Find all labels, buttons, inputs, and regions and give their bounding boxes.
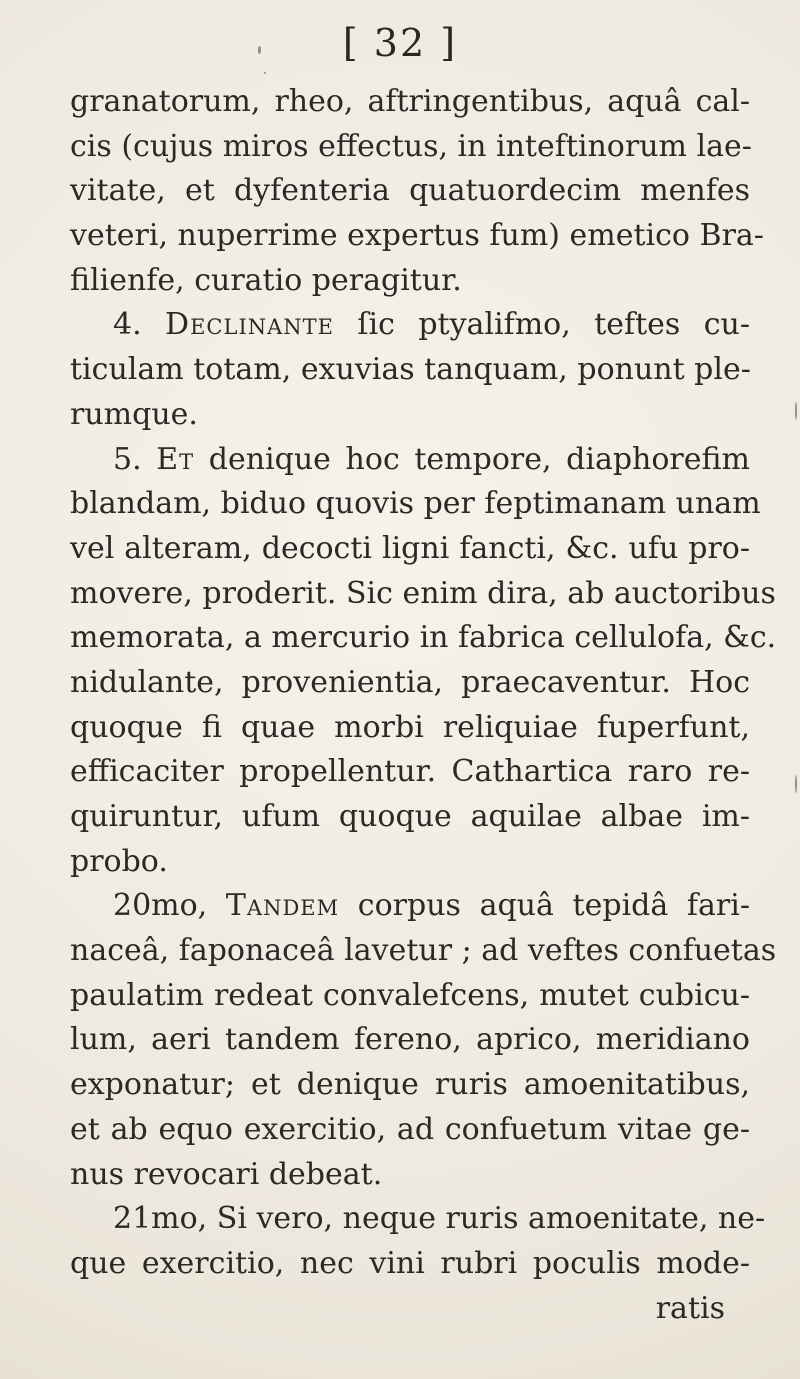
paragraph-number: 21mo, <box>113 1201 208 1237</box>
paragraph-number: 20mo, <box>113 888 208 924</box>
text-line: cis (cujus miros effectus, in inteftinorum lae- <box>70 128 752 164</box>
ink-speck <box>795 775 797 793</box>
page-number: [ 32 ] <box>342 21 458 65</box>
text-line: probo. <box>70 843 168 879</box>
text-line: efficaciter propellentur. Cathartica raro re- <box>70 754 750 790</box>
ink-speck <box>258 46 261 54</box>
text-line: naceâ, faponaceâ lavetur ; ad veftes confuetas <box>70 933 777 969</box>
text-line: rumque. <box>70 396 198 432</box>
text-line: ſic ptyalifmo, teftes cu- <box>357 307 750 343</box>
paragraph-21-start <box>70 1197 766 1242</box>
paragraph-lead-word: Et <box>156 441 195 477</box>
body-text <box>70 80 777 1331</box>
text-line: que exercitio, nec vini rubri poculis mode- <box>70 1245 750 1281</box>
paragraph-number: 4. <box>113 307 142 343</box>
text-line: blandam, biduo quovis per feptimanam unam <box>70 486 761 522</box>
ink-speck <box>264 72 266 74</box>
text-line: ticulam totam, exuvias tanquam, ponunt ple- <box>70 352 751 388</box>
text-line: nus revocari debeat. <box>70 1156 383 1192</box>
text-line: filienfe, curatio peragitur. <box>70 262 462 298</box>
text-line: corpus aquâ tepidâ fari- <box>357 888 750 924</box>
paragraph-number: 5. <box>113 441 142 477</box>
text-line: paulatim redeat convalefcens, mutet cubicu- <box>70 977 750 1013</box>
text-line: Si vero, neque ruris amoenitate, ne- <box>216 1201 766 1237</box>
text-line: vel alteram, decocti ligni fancti, &c. ufu pro- <box>70 530 750 566</box>
text-line: exponatur; et denique ruris amoenitatibus, <box>70 1067 750 1103</box>
paragraph-5-start <box>70 438 750 483</box>
paragraph-4-start <box>70 303 750 348</box>
paragraph-lead-word: Tandem <box>225 888 340 924</box>
catchword: ratis <box>655 1290 725 1326</box>
text-line: quiruntur, ufum quoque aquilae albae im- <box>70 799 750 834</box>
paragraph-20-start <box>70 884 750 929</box>
text-line: nidulante, provenientia, praecaventur. Hoc <box>70 664 750 700</box>
text-line: et ab equo exercitio, ad confuetum vitae ge- <box>70 1111 750 1147</box>
text-line: movere, proderit. Sic enim dira, ab auctoribus <box>70 575 776 611</box>
text-line: lum, aeri tandem fereno, aprico, meridiano <box>70 1022 750 1058</box>
text-line: quoque fi quae morbi reliquiae fuperfunt, <box>70 709 750 745</box>
paragraph-lead-word: Declinante <box>165 307 334 343</box>
text-line: veteri, nuperrime expertus fum) emetico Bra- <box>70 218 764 254</box>
text-line: memorata, a mercurio in fabrica cellulofa, &c. <box>70 620 777 656</box>
ink-speck <box>795 402 797 420</box>
text-line: vitate, et dyfenteria quatuordecim menfes <box>70 173 750 209</box>
text-line: denique hoc tempore, diaphorefim <box>208 441 750 477</box>
text-line: granatorum, rheo, aftringentibus, aquâ cal- <box>70 84 750 119</box>
